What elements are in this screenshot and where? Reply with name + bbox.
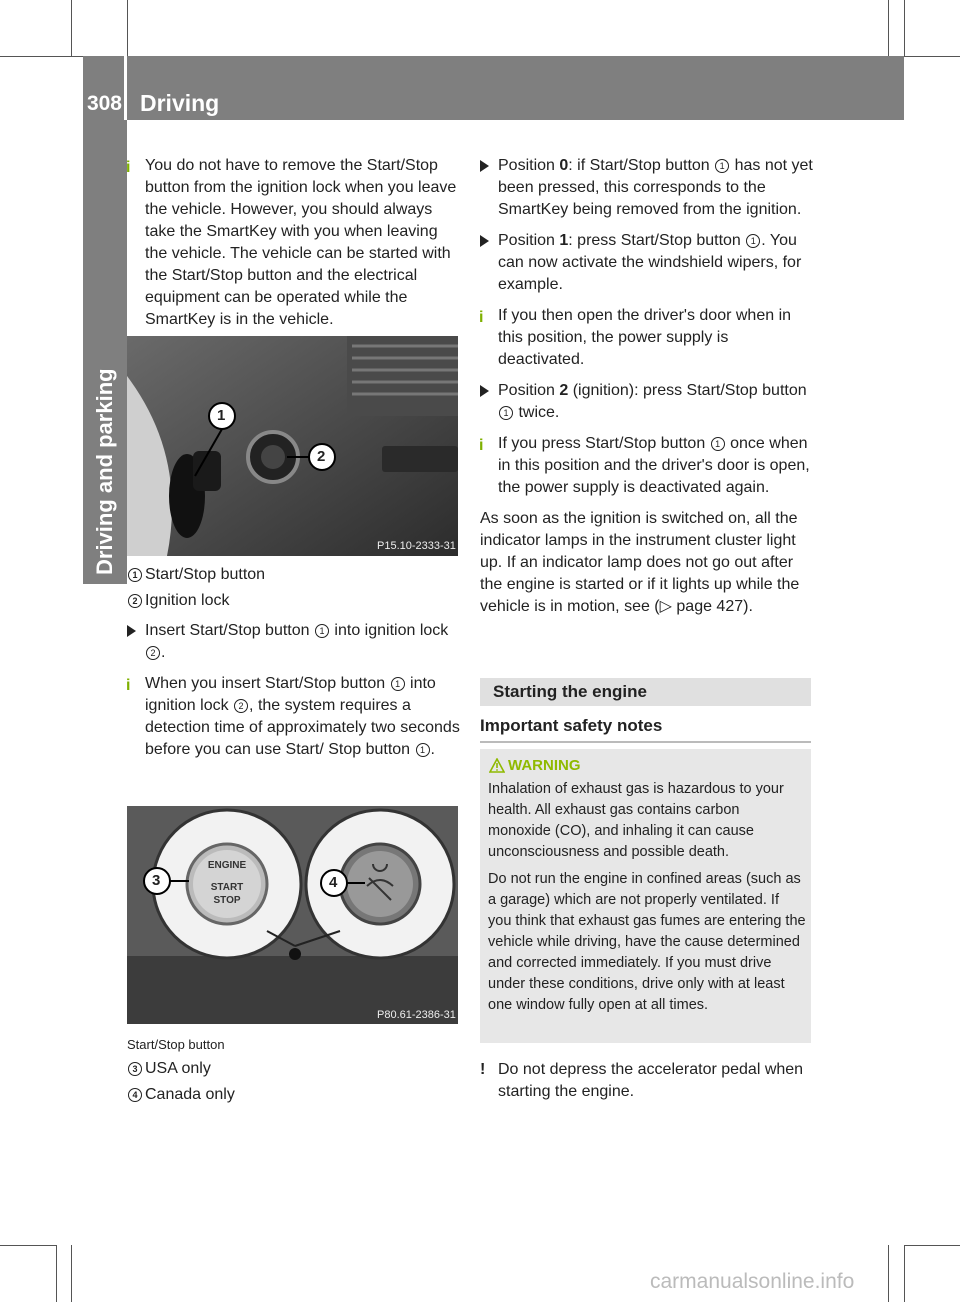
step-text: Insert Start/Stop button <box>145 622 314 639</box>
ref-number: 1 <box>499 406 513 420</box>
ref-number: 2 <box>146 646 160 660</box>
instruction-step <box>127 620 460 664</box>
info-text: . <box>430 741 435 758</box>
crop-mark <box>888 0 889 56</box>
step-text: has not yet been pressed, this corresponds to the SmartKey being removed from the ignition. <box>498 157 813 218</box>
page-number: 308 <box>86 92 122 115</box>
caution-note <box>480 1059 813 1103</box>
stop-label: STOP <box>213 895 241 906</box>
note-text: Do not depress the accelerator pedal when starting the engine. <box>498 1061 804 1100</box>
start-label: START <box>210 882 244 893</box>
step-text: into ignition lock <box>329 622 449 639</box>
ref-number: 1 <box>391 677 405 691</box>
ref-number: 1 <box>746 234 760 248</box>
left-column-bottom <box>127 1034 460 1115</box>
left-column-middle <box>127 564 460 770</box>
info-text: When you insert Start/Stop button <box>145 675 390 692</box>
page-reference-link[interactable]: ▷ page 427). <box>659 598 753 615</box>
info-icon: i <box>126 677 131 694</box>
photo-caption: Start/Stop button <box>127 1037 225 1052</box>
info-text: once when in this position and the driver's door is open, the power supply is deactivated again. <box>498 435 810 496</box>
side-label-text: Driving and parking <box>92 368 117 575</box>
step-text: . You can now activate the windshield wipers, for example. <box>498 232 802 293</box>
step-text: Position <box>498 157 560 174</box>
ref-number: 2 <box>234 699 248 713</box>
info-note <box>127 673 460 761</box>
ref-number: 1 <box>416 743 430 757</box>
step-arrow-icon <box>480 160 489 172</box>
step-text: : press Start/Stop button <box>568 232 746 249</box>
crop-mark <box>904 56 960 57</box>
ref-number: 1 <box>315 624 329 638</box>
left-column <box>127 155 460 340</box>
header-separator <box>124 56 127 120</box>
section-heading-text: Starting the engine <box>493 682 647 701</box>
ref-number: 1 <box>711 437 725 451</box>
section-heading <box>480 678 811 706</box>
position-number: 0 <box>559 157 569 174</box>
crop-mark <box>904 1245 960 1246</box>
crop-mark <box>0 1245 56 1246</box>
info-text: , the system requires a detection time of approximately two seconds before you can use Start/ Stop button <box>145 697 460 758</box>
legend-item <box>127 1084 460 1106</box>
info-icon: i <box>479 309 484 326</box>
exclamation-icon: ! <box>480 1061 486 1078</box>
start-stop-illustration <box>127 806 458 1024</box>
ignition-lock-photo <box>127 336 458 556</box>
subheading: Important safety notes <box>480 716 811 743</box>
legend-text: USA only <box>145 1060 211 1077</box>
crop-mark <box>127 0 128 56</box>
instruction-step <box>480 230 813 296</box>
step-text: (ignition): press Start/Stop button <box>568 382 807 399</box>
header-bar <box>127 56 904 120</box>
legend-text: Start/Stop button <box>145 566 266 583</box>
warning-box <box>480 749 811 1043</box>
watermark: carmanualsonline.info <box>650 1270 855 1293</box>
info-text: into ignition lock <box>145 675 436 714</box>
warning-paragraph: Inhalation of exhaust gas is hazardous to your health. All exhaust gas contains carbon monoxide (CO), and inhaling it can cause unconsciousness and possible death. <box>488 781 784 860</box>
info-note <box>127 155 460 331</box>
body-paragraph <box>480 508 813 618</box>
crop-mark <box>71 1245 72 1302</box>
step-arrow-icon <box>480 235 489 247</box>
warning-paragraph: Do not run the engine in confined areas (such as a garage) which are not properly ventilated. If you think that exhaust gas fumes are entering the vehicle while driving, have the cause determined and corrected immediately. If you must drive under these conditions, drive only with at least one window fully open at all times. <box>488 871 806 1013</box>
start-stop-button-photo <box>127 806 458 1024</box>
crop-mark <box>56 1245 57 1302</box>
right-column <box>480 155 813 627</box>
legend-number: 1 <box>128 568 142 582</box>
ignition-lock-illustration <box>127 336 458 556</box>
step-text: twice. <box>514 404 560 421</box>
crop-mark <box>904 0 905 56</box>
instruction-step <box>480 380 813 424</box>
legend-text: Canada only <box>145 1086 235 1103</box>
callout-4: 4 <box>329 874 338 891</box>
crop-mark <box>71 0 72 56</box>
info-icon: i <box>126 159 131 176</box>
step-arrow-icon <box>480 385 489 397</box>
legend-number: 3 <box>128 1062 142 1076</box>
callout-2: 2 <box>317 448 326 465</box>
step-text: Position <box>498 382 560 399</box>
warning-title: WARNING <box>508 757 581 774</box>
legend-number: 4 <box>128 1088 142 1102</box>
position-number: 1 <box>559 232 569 249</box>
info-text: If you press Start/Stop button <box>498 435 710 452</box>
crop-mark <box>888 1245 889 1302</box>
paragraph-text: As soon as the ignition is switched on, all the indicator lamps in the instrument cluster light up. If an indicator lamp does not go out after the engine is started or if it lights up while the vehicle is in motion, see ( <box>480 510 800 615</box>
step-text: Position <box>498 232 560 249</box>
step-text: : if Start/Stop button <box>568 157 715 174</box>
instruction-step <box>480 155 813 221</box>
legend-text: Ignition lock <box>145 592 230 609</box>
photo-code: P15.10-2333-31 <box>377 540 456 552</box>
legend-item <box>127 1058 460 1080</box>
callout-3: 3 <box>152 872 161 889</box>
photo-code: P80.61-2386-31 <box>377 1009 456 1021</box>
info-icon: i <box>479 437 484 454</box>
legend-number: 2 <box>128 594 142 608</box>
info-text: If you then open the driver's door when in this position, the power supply is deactivated. <box>498 307 792 368</box>
legend-item <box>127 564 460 586</box>
legend-item <box>127 590 460 612</box>
warning-triangle-icon <box>489 758 505 773</box>
callout-1: 1 <box>217 407 226 424</box>
warning-body <box>488 779 806 1022</box>
info-note <box>480 433 813 499</box>
crop-mark <box>904 1245 905 1302</box>
step-text: . <box>161 644 166 661</box>
step-arrow-icon <box>127 625 136 637</box>
engine-label: ENGINE <box>207 860 247 871</box>
info-note <box>480 305 813 371</box>
side-label <box>82 290 128 590</box>
position-number: 2 <box>559 382 569 399</box>
page-title: Driving <box>140 90 220 116</box>
note <box>480 1059 813 1112</box>
ref-number: 1 <box>715 159 729 173</box>
info-text: You do not have to remove the Start/Stop button from the ignition lock when you leave the vehicle. However, you should always take the SmartKey with you when leaving the vehicle. The vehicle can be started with the Start/Stop button and the electrical equipment can be operated while the SmartKey is in the vehicle. <box>145 157 457 328</box>
